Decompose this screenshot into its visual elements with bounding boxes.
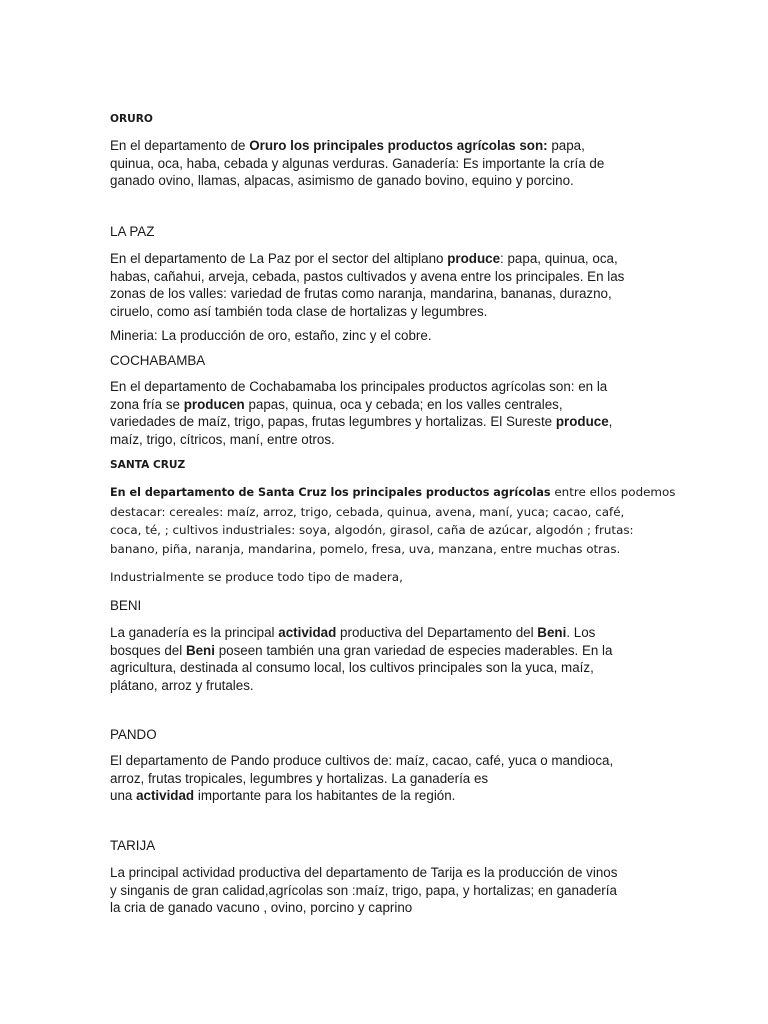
heading-beni: BENI — [110, 598, 142, 613]
paragraph-beni: La ganadería es la principal actividad productiva del Departamento del Beni. Los bosques del Beni poseen también una gran variedad de especies maderables. En la agricultura, destinada al consumo local, los cultivos principales son la yuca, maíz, plátano, arroz y frutales. — [110, 625, 613, 693]
heading-tarija: TARIJA — [110, 838, 156, 853]
paragraph-la-paz: En el departamento de La Paz por el sector del altiplano produce: papa, quinua, oca, habas, cañahui, arveja, cebada, pastos cultivados y avena entre los principales. En las zonas de los valles: variedad de frutas como naranja, mandarina, bananas, durazno, ciruelo, como así también toda clase de hortalizas y legumbres. — [110, 251, 625, 319]
paragraph-santa-cruz-madera: Industrialmente se produce todo tipo de madera, — [110, 570, 403, 584]
paragraph-tarija: La principal actividad productiva del departamento de Tarija es la producción de vinos y singanis de gran calidad,agrícolas son :maíz, trigo, papa, y hortalizas; en ganadería la cria de ganado vacuno , ovino, porcino y caprino — [110, 865, 618, 916]
heading-pando: PANDO — [110, 727, 157, 742]
paragraph-pando: El departamento de Pando produce cultivos de: maíz, cacao, café, yuca o mandioca, arroz, frutas tropicales, legumbres y hortalizas. La ganadería es una actividad importante para los habitantes de la región. — [110, 753, 614, 804]
heading-santa-cruz: SANTA CRUZ — [110, 459, 186, 471]
heading-cochabamba: COCHABAMBA — [110, 353, 206, 368]
paragraph-santa-cruz: En el departamento de Santa Cruz los principales productos agrícolas entre ellos podemos destacar: cereales: maíz, arroz, trigo, cebada, quinua, avena, maní, yuca; cacao, café, coca, té, ; cultivos industriales: soya, algodón, girasol, caña de azúcar, algodón ; frutas: banano, piña, naranja, mandarina, pomelo, fresa, uva, manzana, entre muchas otras. — [110, 485, 676, 557]
paragraph-cochabamba: En el departamento de Cochabamaba los principales productos agrícolas son: en la zona fría se producen papas, quinua, oca y cebada; en los valles centrales, variedades de maíz, trigo, papas, frutas legumbres y hortalizas. El Sureste produce, maíz, trigo, cítricos, maní, entre otros. — [110, 379, 613, 447]
heading-la-paz: LA PAZ — [110, 224, 155, 239]
paragraph-la-paz-mineria: Mineria: La producción de oro, estaño, zinc y el cobre. — [110, 328, 432, 343]
paragraph-oruro: En el departamento de Oruro los principales productos agrícolas son: papa, quinua, oca, haba, cebada y algunas verduras. Ganadería: Es importante la cría de ganado ovino, llamas, alpacas, asimismo de ganado bovino, equino y porcino. — [110, 138, 605, 189]
heading-oruro: ORURO — [110, 113, 153, 125]
